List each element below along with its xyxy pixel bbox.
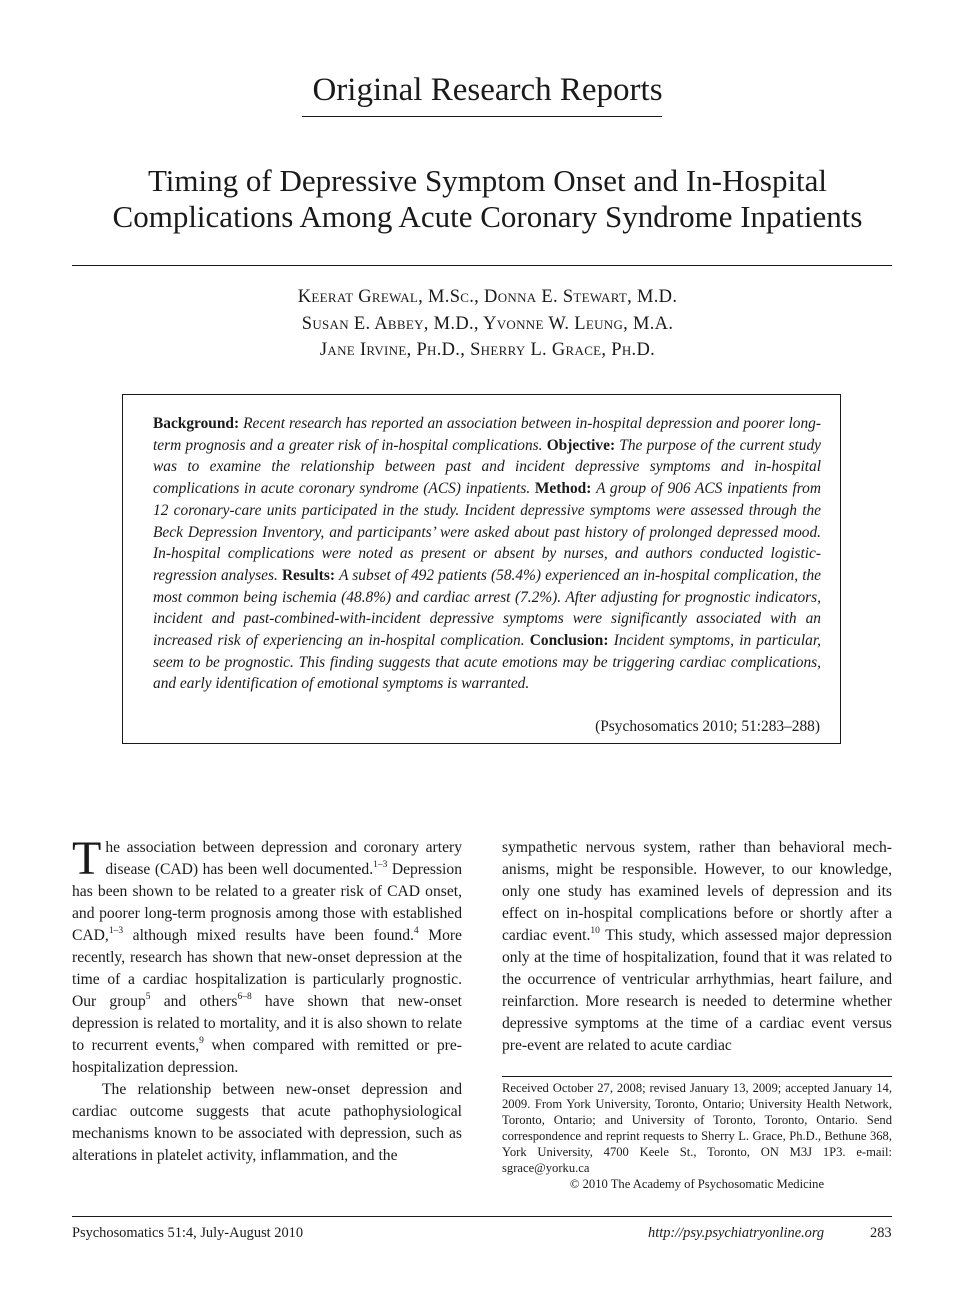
abstract-label-conclusion: Conclusion: bbox=[529, 632, 609, 650]
author-list bbox=[0, 284, 975, 364]
body-column-left bbox=[72, 832, 463, 1167]
page-number: 283 bbox=[870, 1225, 892, 1241]
abstract-label-results: Results: bbox=[281, 566, 335, 584]
title-line: Timing of Depressive Symptom Onset and In-Hospital bbox=[147, 163, 828, 198]
author-line: Susan E. Abbey, M.D., Yvonne W. Leung, M.A. bbox=[301, 313, 674, 334]
body-text: This study, which assessed major depression only at the time of hospitalization, found that it was related to the occurrence of ventricular arrhythmias, heart failure, and reinfarction. More research is needed to determine whether depressive symptoms at the time of a cardiac event versus pre-event are related to acute cardiac bbox=[502, 927, 892, 1054]
body-text: have shown that new-onset depression is related to mortality, and it is also shown to relate to recurrent events, bbox=[72, 993, 463, 1054]
title-divider bbox=[72, 265, 892, 266]
title-line: Complications Among Acute Coronary Syndrome Inpatients bbox=[112, 199, 863, 234]
citation-ref: 1–3 bbox=[108, 926, 124, 936]
body-text: although mixed results have been found. bbox=[123, 927, 414, 944]
body-paragraph bbox=[72, 832, 463, 1079]
body-text: sympathetic nervous system, rather than behavioral mechanisms, might be responsible. However, to our knowledge, only one study has examined levels of depression and its effect on in-hospital complications before or shortly after a cardiac event. bbox=[502, 839, 892, 944]
body-text: More recently, research has shown that new-onset depression at the time of a cardiac hospitalization is particularly prognostic. Our group bbox=[72, 927, 462, 1010]
author-line: Keerat Grewal, M.Sc., Donna E. Stewart, M.D. bbox=[297, 287, 678, 307]
abstract-method: A group of 906 ACS inpatients from 12 coronary-care units participated in the study. Incident depressive symptoms were assessed through the Beck Depression Inventory, and participants’ were asked about past history of prolonged depressed mood. In-hospital complications were noted as present or absent by nurses, and authors conducted logistic-regression analyses. bbox=[153, 480, 821, 584]
copyright: © 2010 The Academy of Psychosomatic Medicine bbox=[569, 1177, 825, 1191]
body-paragraph bbox=[502, 837, 892, 1057]
abstract-label-background: Background: bbox=[153, 415, 240, 432]
citation-ref: 6–8 bbox=[237, 992, 252, 1002]
footnote-text: Received October 27, 2008; revised January 13, 2009; accepted January 14, 2009. From York University, Toronto, Ontario; University Health Network, Toronto, Ontario; and University of Toronto, Toronto, Ontario. Send correspondence and reprint requests to Sherry L. Grace, Ph.D., Bethune 368, York University, 4700 Keele St., Toronto, ON M3J 1P3. e-mail: sgrace@yorku.ca bbox=[502, 1081, 892, 1175]
abstract-label-objective: Objective: bbox=[546, 436, 616, 454]
footer-divider bbox=[72, 1216, 892, 1217]
body-text: he association between depression and coronary artery disease (CAD) has been well documented. bbox=[105, 839, 462, 878]
article-title bbox=[60, 163, 915, 235]
drop-cap: T bbox=[72, 832, 102, 885]
abstract-label-method: Method: bbox=[534, 480, 592, 498]
body-text: and others bbox=[150, 993, 238, 1010]
abstract-conclusion: Incident symptoms, in particular, seem to be prognostic. This finding suggests that acute emotions may be triggering cardiac complications, and early identification of emotional symptoms is warranted. bbox=[153, 632, 821, 693]
body-text: Depression has been shown to be related to a greater risk of CAD onset, and poorer long-term prognosis among those with established CAD, bbox=[72, 861, 462, 944]
section-heading: Original Research Reports bbox=[312, 72, 663, 108]
abstract-citation: (Psychosomatics 2010; 51:283–288) bbox=[595, 718, 820, 735]
citation-ref: 10 bbox=[590, 926, 600, 936]
citation-ref: 1–3 bbox=[373, 860, 388, 870]
section-divider bbox=[302, 116, 662, 117]
footer-url-link[interactable]: http://psy.psychiatryonline.org bbox=[648, 1225, 825, 1241]
abstract-results: A subset of 492 patients (58.4%) experienced an in-hospital complication, the most common being ischemia (48.8%) and cardiac arrest (7.2%). After adjusting for prognostic indicators, incident and past-combined-with-incident depressive symptoms were significantly associated with an increased risk of experiencing an in-hospital complication. bbox=[153, 566, 822, 650]
abstract-objective: The purpose of the current study was to examine the relationship between past and incident depressive symptoms and in-hospital complications in acute coronary syndrome (ACS) inpatients. bbox=[153, 436, 822, 498]
footer-journal: Psychosomatics 51:4, July-August 2010 bbox=[72, 1225, 304, 1241]
abstract-text bbox=[153, 413, 821, 695]
citation-ref: 4 bbox=[413, 926, 419, 936]
author-line: Jane Irvine, Ph.D., Sherry L. Grace, Ph.D. bbox=[319, 340, 656, 360]
citation-ref: 9 bbox=[199, 1036, 204, 1046]
citation-ref: 5 bbox=[145, 992, 151, 1002]
footnote-divider bbox=[502, 1076, 892, 1077]
body-text: when compared with remitted or pre-hospitalization depression. bbox=[72, 1037, 462, 1076]
body-paragraph: The relationship between new-onset depression and cardiac outcome suggests that acute pathophysiological mechanisms known to be associated with depression, such as alterations in platelet activity, inflammation, and the bbox=[72, 1081, 462, 1164]
body-column-right bbox=[502, 837, 892, 1057]
footnote bbox=[502, 1080, 892, 1192]
abstract-box bbox=[122, 394, 841, 744]
abstract-background: Recent research has reported an association between in-hospital depression and poorer long-term prognosis and a greater risk of in-hospital complications. bbox=[153, 415, 821, 454]
